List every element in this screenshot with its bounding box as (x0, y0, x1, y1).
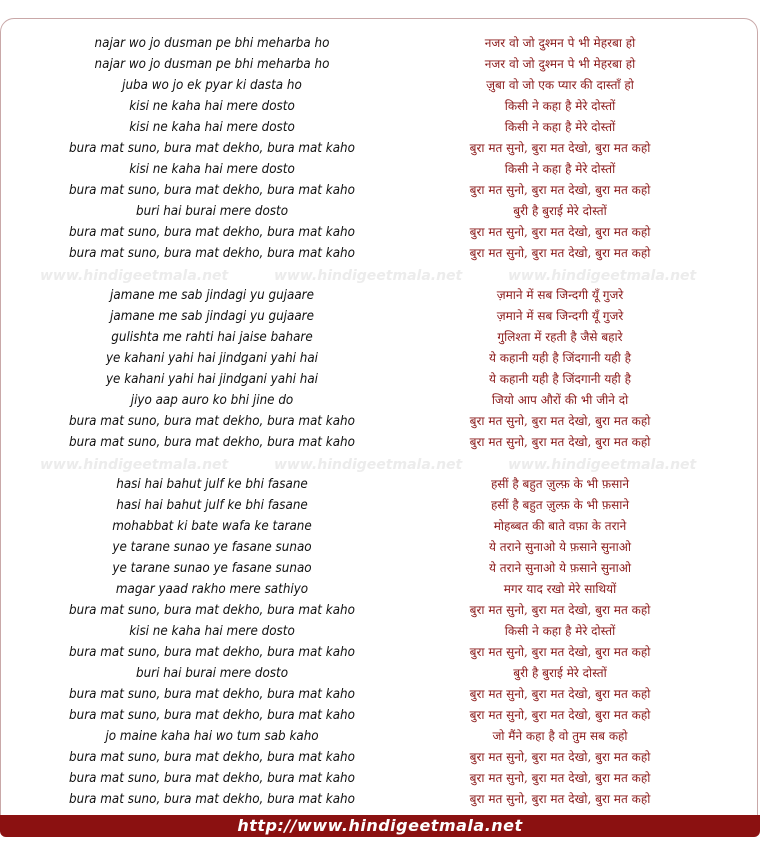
lyric-line-transliteration: ye tarane sunao ye fasane sunao (112, 561, 312, 576)
lyric-line-devanagari: ज़ुबा वो जो एक प्यार की दास्ताँ हो (486, 78, 634, 92)
lyric-line-transliteration: jiyo aap auro ko bhi jine do (130, 393, 294, 408)
lyric-line-devanagari: हसीं है बहुत ज़ुल्फ़ के भी फ़साने (490, 477, 630, 491)
lyric-line-devanagari: नजर वो जो दुश्मन पे भी मेहरबा हो (484, 36, 636, 50)
lyric-line-devanagari: ये कहानी यही है जिंदगानी यही है (489, 351, 631, 365)
lyric-line-devanagari: ज़माने में सब जिन्दगी यूँ गुजरे (496, 309, 624, 323)
lyric-line-devanagari: बुरा मत सुनो, बुरा मत देखो, बुरा मत कहो (469, 414, 651, 428)
lyric-line-transliteration: bura mat suno, bura mat dekho, bura mat kaho (69, 792, 355, 807)
lyric-line-devanagari: बुरा मत सुनो, बुरा मत देखो, बुरा मत कहो (469, 771, 651, 785)
lyric-line-transliteration: hasi hai bahut julf ke bhi fasane (116, 498, 308, 513)
lyric-line-devanagari: ये तराने सुनाओ ये फ़साने सुनाओ (489, 561, 631, 575)
lyric-line-transliteration: bura mat suno, bura mat dekho, bura mat kaho (69, 435, 355, 450)
devanagari-column (370, 33, 750, 810)
site-footer-link[interactable]: http://www.hindigeetmala.net (0, 815, 760, 837)
lyric-line-devanagari: मगर याद रखो मेरे साथियों (503, 582, 617, 596)
lyric-line-devanagari: बुरा मत सुनो, बुरा मत देखो, बुरा मत कहो (469, 687, 651, 701)
lyric-line-devanagari: जो मैंने कहा है वो तुम सब कहो (492, 729, 628, 743)
stanza-gap (0, 264, 424, 285)
lyric-line-devanagari: बुरा मत सुनो, बुरा मत देखो, बुरा मत कहो (469, 141, 651, 155)
lyric-line-devanagari: बुरा मत सुनो, बुरा मत देखो, बुरा मत कहो (469, 435, 651, 449)
watermark-text: www.hindigeetmala.net (40, 268, 229, 284)
watermark-text: www.hindigeetmala.net (274, 457, 463, 473)
lyric-line-devanagari: ये कहानी यही है जिंदगानी यही है (489, 372, 631, 386)
lyric-line-transliteration: jamane me sab jindagi yu gujaare (110, 309, 314, 324)
lyric-line-transliteration: bura mat suno, bura mat dekho, bura mat kaho (69, 183, 355, 198)
watermark-text: www.hindigeetmala.net (508, 457, 697, 473)
lyric-line-transliteration: kisi ne kaha hai mere dosto (129, 624, 295, 639)
lyric-line-devanagari: बुरा मत सुनो, बुरा मत देखो, बुरा मत कहो (469, 246, 651, 260)
lyric-line-transliteration: bura mat suno, bura mat dekho, bura mat kaho (69, 771, 355, 786)
lyric-line-transliteration: najar wo jo dusman pe bhi meharba ho (94, 57, 330, 72)
lyric-line-transliteration: hasi hai bahut julf ke bhi fasane (116, 477, 308, 492)
lyric-line-transliteration: ye tarane sunao ye fasane sunao (112, 540, 312, 555)
lyric-line-transliteration: bura mat suno, bura mat dekho, bura mat kaho (69, 246, 355, 261)
watermark-text: www.hindigeetmala.net (40, 457, 229, 473)
lyric-line-devanagari: बुरा मत सुनो, बुरा मत देखो, बुरा मत कहो (469, 708, 651, 722)
lyric-line-transliteration: bura mat suno, bura mat dekho, bura mat kaho (69, 603, 355, 618)
lyric-line-devanagari: गुलिश्ता में रहती है जैसे बहारे (497, 330, 623, 344)
lyric-line-transliteration: juba wo jo ek pyar ki dasta ho (122, 78, 302, 93)
stanza-gap (370, 453, 750, 474)
lyric-line-transliteration: kisi ne kaha hai mere dosto (129, 99, 295, 114)
lyric-line-devanagari: किसी ने कहा है मेरे दोस्तों (504, 120, 616, 134)
lyric-line-devanagari: जियो आप औरों की भी जीने दो (491, 393, 629, 407)
lyric-line-transliteration: kisi ne kaha hai mere dosto (129, 162, 295, 177)
lyric-line-devanagari: किसी ने कहा है मेरे दोस्तों (504, 162, 616, 176)
lyric-line-devanagari: ज़माने में सब जिन्दगी यूँ गुजरे (496, 288, 624, 302)
lyric-line-transliteration: bura mat suno, bura mat dekho, bura mat kaho (69, 225, 355, 240)
lyric-line-transliteration: gulishta me rahti hai jaise bahare (111, 330, 313, 345)
lyric-line-transliteration: bura mat suno, bura mat dekho, bura mat kaho (69, 750, 355, 765)
lyric-line-transliteration: magar yaad rakho mere sathiyo (115, 582, 309, 597)
lyric-line-devanagari: किसी ने कहा है मेरे दोस्तों (504, 99, 616, 113)
lyric-line-transliteration: buri hai burai mere dosto (135, 204, 289, 219)
stanza-gap (0, 453, 424, 474)
stanza-gap (370, 264, 750, 285)
lyric-line-transliteration: jo maine kaha hai wo tum sab kaho (105, 729, 319, 744)
lyric-line-devanagari: बुरा मत सुनो, बुरा मत देखो, बुरा मत कहो (469, 792, 651, 806)
lyric-line-devanagari: बुरी है बुराई मेरे दोस्तों (513, 204, 607, 218)
lyric-line-devanagari: बुरा मत सुनो, बुरा मत देखो, बुरा मत कहो (469, 225, 651, 239)
lyric-line-devanagari: बुरा मत सुनो, बुरा मत देखो, बुरा मत कहो (469, 603, 651, 617)
lyric-line-devanagari: हसीं है बहुत ज़ुल्फ़ के भी फ़साने (490, 498, 630, 512)
lyric-line-transliteration: kisi ne kaha hai mere dosto (129, 120, 295, 135)
lyric-line-devanagari: ये तराने सुनाओ ये फ़साने सुनाओ (489, 540, 631, 554)
watermark-text: www.hindigeetmala.net (274, 268, 463, 284)
lyric-line-devanagari: मोहब्बत की बाते वफ़ा के तराने (493, 519, 627, 533)
lyric-line-transliteration: bura mat suno, bura mat dekho, bura mat kaho (69, 645, 355, 660)
lyric-line-devanagari: नजर वो जो दुश्मन पे भी मेहरबा हो (484, 57, 636, 71)
watermark-text: www.hindigeetmala.net (508, 268, 697, 284)
lyric-line-devanagari: बुरी है बुराई मेरे दोस्तों (513, 666, 607, 680)
lyric-line-transliteration: najar wo jo dusman pe bhi meharba ho (94, 36, 330, 51)
lyric-line-devanagari: बुरा मत सुनो, बुरा मत देखो, बुरा मत कहो (469, 183, 651, 197)
lyric-line-transliteration: mohabbat ki bate wafa ke tarane (112, 519, 312, 534)
lyric-line-transliteration: ye kahani yahi hai jindgani yahi hai (105, 351, 319, 366)
lyric-line-transliteration: bura mat suno, bura mat dekho, bura mat kaho (69, 687, 355, 702)
lyric-line-devanagari: बुरा मत सुनो, बुरा मत देखो, बुरा मत कहो (469, 645, 651, 659)
lyric-line-transliteration: bura mat suno, bura mat dekho, bura mat kaho (69, 414, 355, 429)
lyric-line-transliteration: jamane me sab jindagi yu gujaare (110, 288, 314, 303)
transliteration-column (0, 33, 424, 810)
lyric-line-devanagari: बुरा मत सुनो, बुरा मत देखो, बुरा मत कहो (469, 750, 651, 764)
lyric-line-transliteration: bura mat suno, bura mat dekho, bura mat kaho (69, 141, 355, 156)
lyric-line-transliteration: ye kahani yahi hai jindgani yahi hai (105, 372, 319, 387)
lyric-line-transliteration: buri hai burai mere dosto (135, 666, 289, 681)
lyric-line-devanagari: किसी ने कहा है मेरे दोस्तों (504, 624, 616, 638)
lyric-line-transliteration: bura mat suno, bura mat dekho, bura mat kaho (69, 708, 355, 723)
